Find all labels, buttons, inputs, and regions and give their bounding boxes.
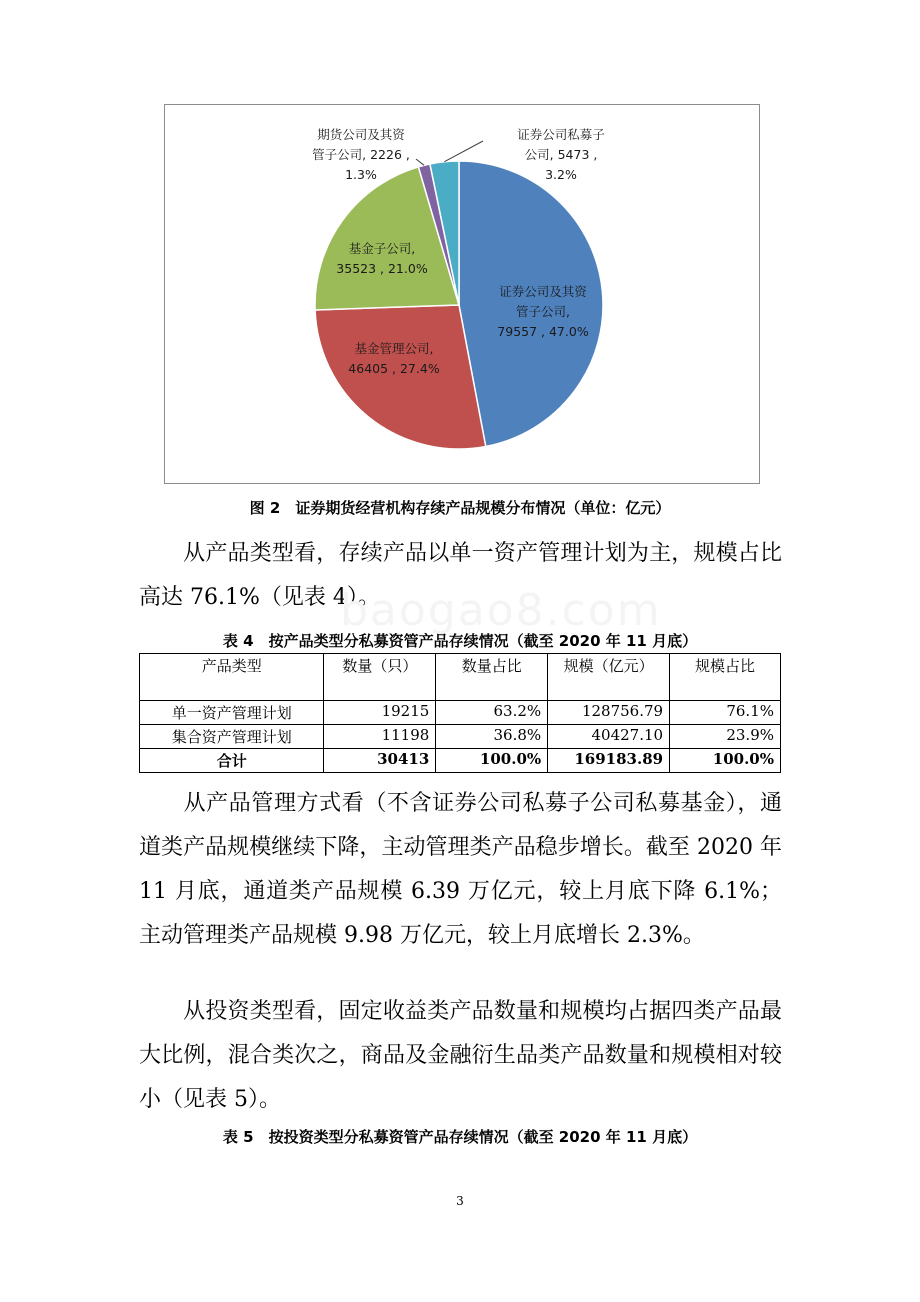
table-header-cell: 产品类型 <box>140 654 324 701</box>
table-cell: 169183.89 <box>548 749 670 773</box>
table-cell: 30413 <box>324 749 436 773</box>
slice-label-line: 35523 , 21.0% <box>336 261 428 276</box>
table-total-row <box>140 749 781 773</box>
page-number: 3 <box>456 1194 464 1208</box>
table-cell: 11198 <box>324 725 436 749</box>
table-cell: 单一资产管理计划 <box>140 701 324 725</box>
slice-label-line: 基金子公司, <box>348 241 416 256</box>
table-cell: 36.8% <box>436 725 548 749</box>
slice-label <box>517 127 605 182</box>
table-cell: 23.9% <box>670 725 781 749</box>
table-cell: 100.0% <box>436 749 548 773</box>
slice-label <box>312 127 410 182</box>
table-cell: 合计 <box>140 749 324 773</box>
slice-label-line: 基金管理公司, <box>354 341 434 356</box>
slice-label-line: 公司, 5473 , <box>524 147 598 162</box>
table-header-cell: 规模（亿元） <box>548 654 670 701</box>
table-cell: 100.0% <box>670 749 781 773</box>
table-cell: 集合资产管理计划 <box>140 725 324 749</box>
table-cell: 19215 <box>324 701 436 725</box>
paragraph-product-type: 从产品类型看，存续产品以单一资产管理计划为主，规模占比高达 76.1%（见表 4）。 <box>139 541 782 610</box>
table-header-cell: 数量（只） <box>324 654 436 701</box>
slice-label-line: 期货公司及其资 <box>317 127 405 142</box>
table-header-cell: 规模占比 <box>670 654 781 701</box>
watermark: baogao8.com <box>340 585 662 636</box>
slice-label-line: 1.3% <box>345 167 377 182</box>
figure-caption: 图 2 证券期货经营机构存续产品规模分布情况（单位：亿元） <box>249 499 671 517</box>
table-header-row <box>140 654 781 701</box>
table-cell: 63.2% <box>436 701 548 725</box>
table-row <box>140 725 781 749</box>
paragraph-investment-type: 从投资类型看，固定收益类产品数量和规模均占据四类产品最大比例，混合类次之，商品及金融衍生品类产品数量和规模相对较小（见表 5）。 <box>139 999 782 1112</box>
pie-slice <box>315 305 486 449</box>
paragraph-management-style: 从产品管理方式看（不含证券公司私募子公司私募基金），通道类产品规模继续下降，主动管理类产品稳步增长。截至 2020 年 11 月底，通道类产品规模 6.39 万亿元，较上月底下降 6.1%；主动管理类产品规模 9.98 万亿元，较上月底增长 2.3%。 <box>139 791 782 948</box>
slice-label-line: 证券公司私募子 <box>517 127 605 142</box>
slice-label-line: 79557 , 47.0% <box>497 324 589 339</box>
table4 <box>139 653 781 773</box>
pie-chart <box>165 105 759 483</box>
pie-chart-frame <box>164 104 760 484</box>
table-cell: 40427.10 <box>548 725 670 749</box>
leader-line <box>444 141 483 162</box>
table-row <box>140 701 781 725</box>
table5-title: 表 5 按投资类型分私募资管产品存续情况（截至 2020 年 11 月底） <box>222 1128 698 1146</box>
slice-label-line: 证券公司及其资 <box>499 284 587 299</box>
leader-line <box>416 159 424 165</box>
table-cell: 128756.79 <box>548 701 670 725</box>
slice-label-line: 3.2% <box>545 167 577 182</box>
slice-label-line: 管子公司, <box>516 304 570 319</box>
slice-label-line: 46405 , 27.4% <box>348 361 440 376</box>
table4-title: 表 4 按产品类型分私募资管产品存续情况（截至 2020 年 11 月底） <box>222 632 698 650</box>
table-cell: 76.1% <box>670 701 781 725</box>
table-header-cell: 数量占比 <box>436 654 548 701</box>
slice-label-line: 管子公司, 2226 , <box>312 147 410 162</box>
